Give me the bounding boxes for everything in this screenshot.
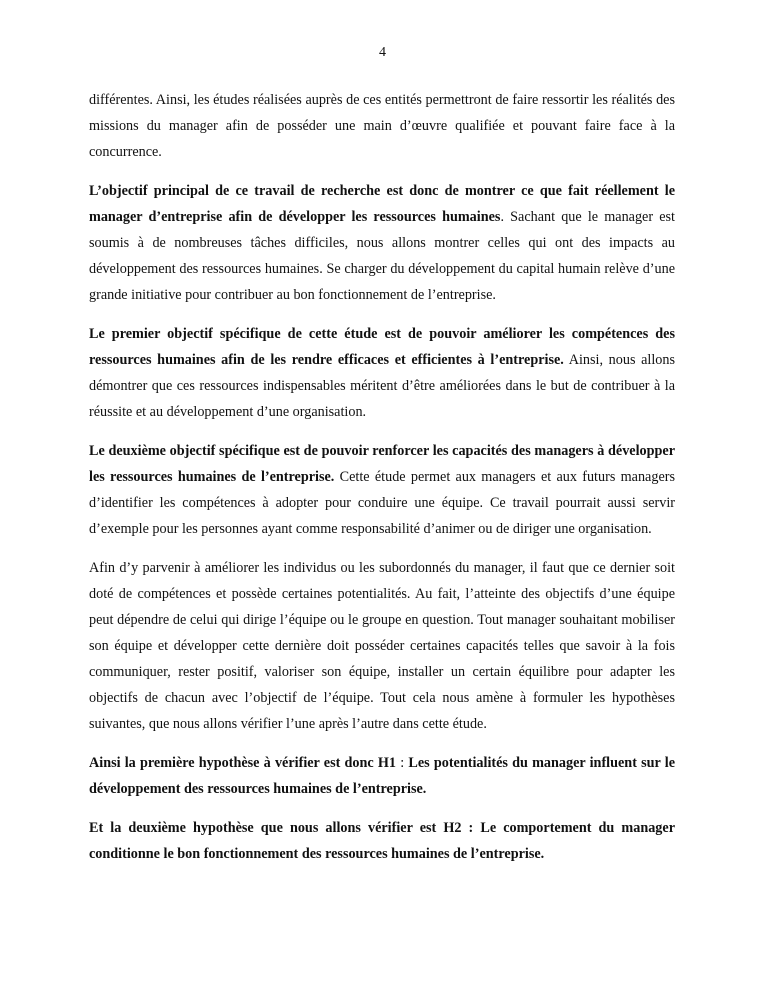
paragraph-context: [89, 555, 675, 737]
paragraph-bold-text: L’objectif principal de ce travail de recherche est donc de montrer ce que fait réellement le manager d’entreprise afin de développer les ressources humaines: [89, 183, 675, 225]
page-number: 4: [379, 45, 386, 60]
paragraph-bold-text: Le premier objectif spécifique de cette étude est de pouvoir améliorer les compétences des ressources humaines afin de les rendre efficaces et efficientes à l’entreprise.: [89, 326, 675, 368]
paragraph-hypothesis-2: [89, 815, 675, 867]
paragraph-first-specific-objective: [89, 321, 675, 425]
paragraph-bold-text: Le deuxième objectif spécifique est de pouvoir renforcer les capacités des managers à développer les ressources humaines de l’entreprise.: [89, 443, 675, 485]
paragraph-bold-text: Et la deuxième hypothèse que nous allons vérifier est H2 : Le comportement du manager conditionne le bon fonctionnement des ressources humaines de l’entreprise.: [89, 820, 675, 862]
paragraph-text: différentes. Ainsi, les études réalisées auprès de ces entités permettront de faire ressortir les réalités des missions du manager afin de posséder une main d’œuvre qualifiée et pouvant faire face à la concurrence.: [89, 92, 675, 160]
paragraph-intro-continuation: [89, 87, 675, 165]
paragraph-hypothesis-1: [89, 750, 675, 802]
paragraph-second-specific-objective: [89, 438, 675, 542]
paragraph-main-objective: [89, 178, 675, 308]
paragraph-text: Cette étude permet aux managers et aux futurs managers d’identifier les compétences à adopter pour conduire une équipe. Ce travail pourrait aussi servir d’exemple pour les personnes ayant comme responsabilité d’animer ou de diriger une organisation.: [89, 469, 675, 537]
paragraph-bold-text-2: Les potentialités du manager influent sur le développement des ressources humaines de l’entreprise.: [89, 755, 675, 797]
paragraph-text: Afin d’y parvenir à améliorer les individus ou les subordonnés du manager, il faut que ce dernier soit doté de compétences et possède certaines potentialités. Au fait, l’atteinte des objectifs d’une équipe peut dépendre de celui qui dirige l’équipe ou le groupe en question. Tout manager souhaitant mobiliser son équipe et développer cette dernière doit posséder certaines capacités telles que savoir à la fois communiquer, rester positif, valoriser son équipe, installer un certain équilibre pour adapter les objectifs de chacun avec l’objectif de l’équipe. Tout cela nous amène à formuler les hypothèses suivantes, que nous allons vérifier l’une après l’autre dans cette étude.: [89, 560, 675, 732]
document-body: [89, 87, 675, 880]
paragraph-bold-text: Ainsi la première hypothèse à vérifier est donc H1: [89, 755, 397, 771]
paragraph-text: Ainsi, nous allons démontrer que ces ressources indispensables méritent d’être améliorées dans le but de contribuer à la réussite et au développement d’une organisation.: [89, 352, 676, 420]
paragraph-text: . Sachant que le manager est soumis à de nombreuses tâches difficiles, nous allons montrer celles qui ont des impacts au développement des ressources humaines. Se charger du développement du capital humain relève d’une grande initiative pour contribuer au bon fonctionnement de l’entreprise.: [89, 209, 675, 303]
paragraph-text: :: [396, 755, 409, 771]
